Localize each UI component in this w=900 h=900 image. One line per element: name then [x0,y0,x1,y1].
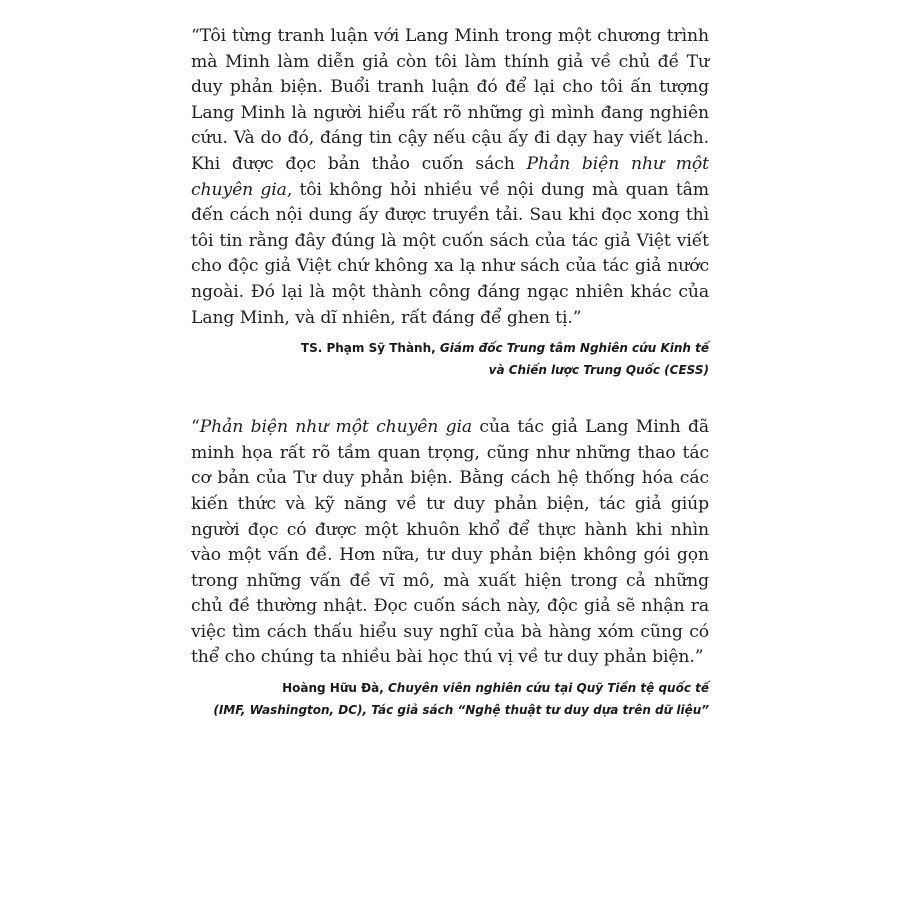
quote-text: , tôi không hỏi nhiều về nội dung mà quan tâm đến cách nội dung ấy được truyền tải. Sau khi đọc xong thì tôi tin rằng đây đúng là một cuốn sách của tác giả Việt viết cho độc giả Việt chứ không xa lạ như sách của tác giả nước ngoài. Đó lại là một thành công đáng ngạc nhiên khác của Lang Minh, và dĩ nhiên, rất đáng để ghen tị.” [191,179,709,328]
book-title: Phản biện như một chuyên gia [191,153,709,200]
author-role: Chuyên viên nghiên cứu tại Quỹ Tiền tệ quốc tế [387,681,709,696]
attribution-line-2 [191,699,709,721]
attribution-line-2 [191,359,709,381]
quote-text: “Tôi từng tranh luận với Lang Minh trong một chương trình mà Minh làm diễn giả còn tôi làm thính giả về chủ đề Tư duy phản biện. Buổi tranh luận đó để lại cho tôi ấn tượng Lang Minh là người hiểu rất rõ những gì mình đang nghiên cứu. Và do đó, đáng tin cậy nếu cậu ấy đi dạy hay viết lách. Khi được đọc bản thảo cuốn sách [191,26,709,174]
book-title: Phản biện như một chuyên gia [199,417,473,438]
author-role-cont: (IMF, Washington, DC), Tác giả sách “Nghệ thuật tư duy dựa trên dữ liệu” [213,703,709,718]
attribution-line-1 [191,337,709,359]
testimonial-attribution-1 [191,337,709,381]
author-role: Giám đốc Trung tâm Nghiên cứu Kinh tế [439,341,709,356]
author-name: TS. Phạm Sỹ Thành, [300,341,440,356]
attribution-line-1 [191,677,709,699]
author-name: Hoàng Hữu Đà, [282,681,388,696]
author-role-cont: và Chiến lược Trung Quốc (CESS) [488,363,709,378]
testimonial-quote-1 [191,24,709,331]
quote-text: của tác giả Lang Minh đã minh họa rất rõ tầm quan trọng, cũng như những thao tác cơ bản của Tư duy phản biện. Bằng cách hệ thống hóa các kiến thức và kỹ năng về tư duy phản biện, tác giả giúp người đọc có được một khuôn khổ để thực hành khi nhìn vào một vấn đề. Hơn nữa, tư duy phản biện không gói gọn trong những vấn đề vĩ mô, mà xuất hiện trong cả những chủ đề thường nhật. Đọc cuốn sách này, độc giả sẽ nhận ra việc tìm cách thấu hiểu suy nghĩ của bà hàng xóm cũng có thể cho chúng ta nhiều bài học thú vị về tư duy phản biện.” [191,417,709,668]
section-gap [191,381,709,415]
quote-text: “ [191,417,200,438]
book-page [191,24,709,721]
testimonial-attribution-2 [191,677,709,721]
testimonial-quote-2 [191,415,709,671]
